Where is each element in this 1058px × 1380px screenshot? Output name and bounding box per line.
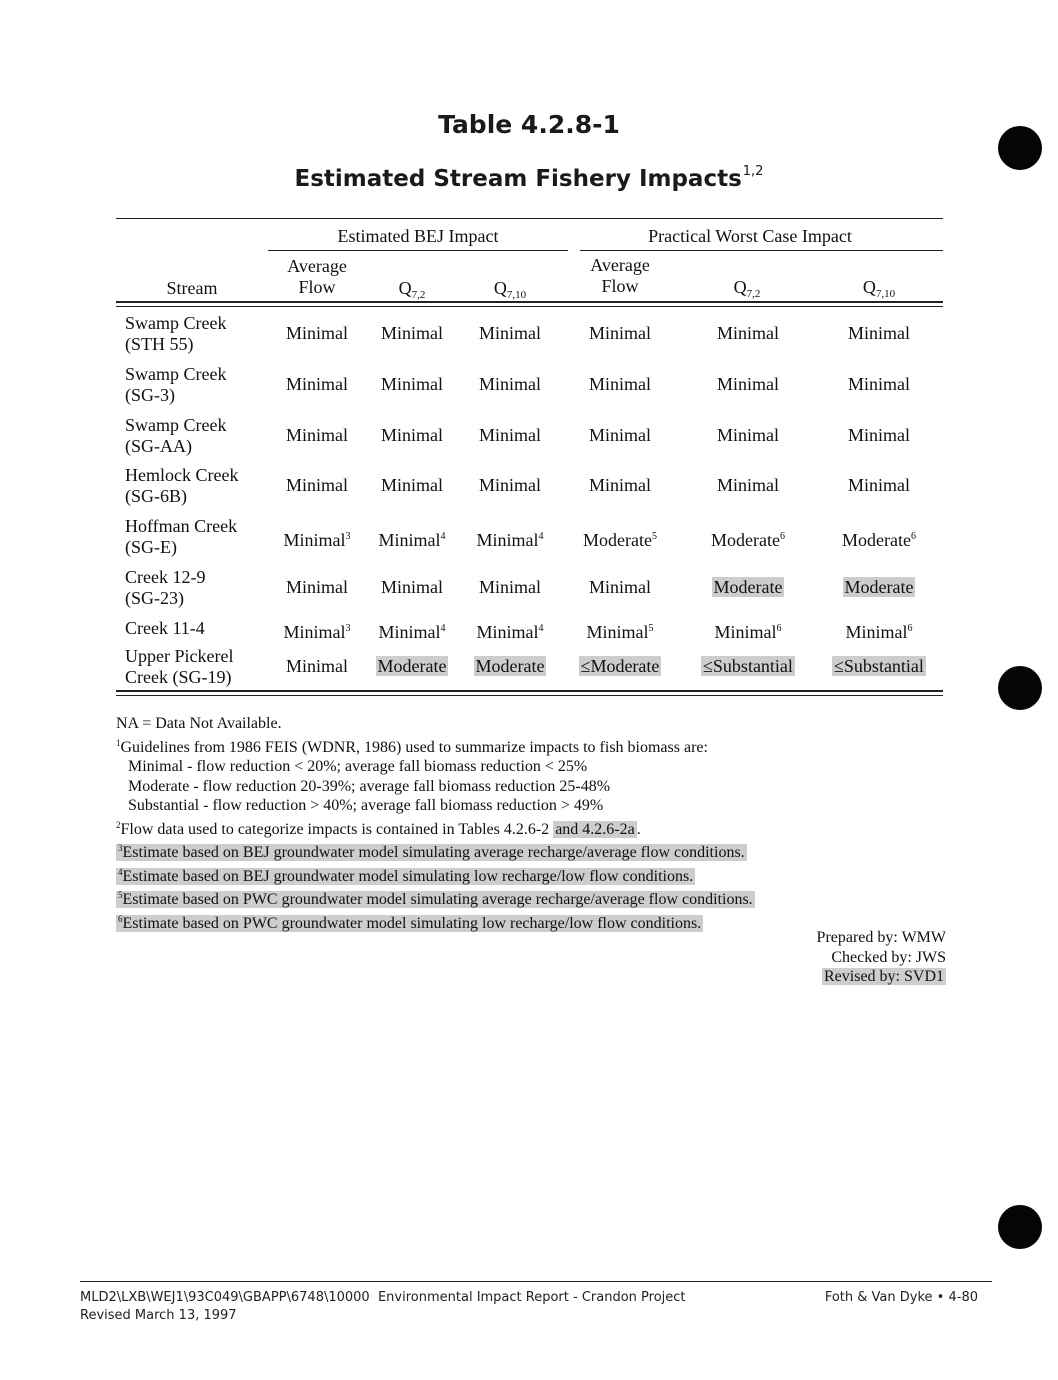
impact-cell xyxy=(809,323,949,344)
footer-bullet: • xyxy=(936,1290,945,1305)
impact-value: Minimal xyxy=(286,323,348,343)
impact-cell xyxy=(678,656,818,677)
impact-cell xyxy=(362,577,462,598)
footer-doc-title: Environmental Impact Report - Crandon Project xyxy=(377,1290,686,1305)
impact-value: Minimal xyxy=(378,622,441,642)
note-1-substantial: Substantial - flow reduction > 40%; average fall biomass reduction > 49% xyxy=(128,797,604,814)
footnote-ref: 4 xyxy=(538,623,544,634)
stream-name-line1: Swamp Creek xyxy=(125,364,227,384)
impact-cell xyxy=(678,577,818,598)
bej-q710-header: $Q_{7,10}$ xyxy=(493,278,527,301)
impact-value: Minimal xyxy=(848,425,910,445)
footer-line1 xyxy=(80,1289,686,1307)
pwc-group-header: Practical Worst Case Impact xyxy=(648,226,852,246)
impact-value: Minimal xyxy=(479,577,541,597)
checked-by: Checked by: JWS xyxy=(831,948,946,966)
impact-cell xyxy=(460,656,560,677)
impact-value: Minimal xyxy=(479,475,541,495)
impact-cell xyxy=(362,425,462,446)
stream-name xyxy=(125,364,226,406)
impact-value: Minimal xyxy=(848,323,910,343)
pwc-q710-header: $Q_{7,10}$ xyxy=(862,277,896,300)
impact-cell xyxy=(678,475,818,496)
impact-cell xyxy=(560,577,680,598)
impact-cell xyxy=(809,526,949,551)
stream-name-line2: (SG-6B) xyxy=(125,486,187,506)
stream-name xyxy=(125,567,205,609)
stream-name-line2: (SG-AA) xyxy=(125,436,192,456)
stream-name xyxy=(125,516,237,558)
impact-cell xyxy=(267,425,367,446)
impact-value: Minimal xyxy=(717,323,779,343)
note-2: $^2$Flow data used to categorize impacts is contained in Tables 4.2.6-2 and 4.2.6-2a . xyxy=(116,819,641,838)
footnote-ref: 4 xyxy=(538,531,544,542)
note-5: $^5$Estimate based on PWC groundwater model simulating average recharge/average flow conditions. xyxy=(118,890,753,908)
impact-cell xyxy=(267,323,367,344)
impact-cell xyxy=(267,374,367,395)
impact-value: Minimal xyxy=(381,374,443,394)
impact-cell xyxy=(809,475,949,496)
stream-name-line2: (SG-23) xyxy=(125,588,184,608)
table-notes xyxy=(116,714,755,933)
impact-cell xyxy=(460,618,560,643)
impact-value: Moderate xyxy=(377,656,447,676)
footer-path: MLD2\LXB\WEJ1\93C049\GBAPP\6748\10000 xyxy=(80,1290,370,1305)
pwc-group-rule xyxy=(580,250,943,251)
revised-by: Revised by: SVD1 xyxy=(824,968,944,985)
prepared-by-block xyxy=(817,928,946,987)
impact-value: Minimal xyxy=(479,323,541,343)
stream-column-header: Stream xyxy=(166,278,218,298)
footnote-ref: 4 xyxy=(440,623,446,634)
impact-value: Moderate xyxy=(842,530,911,550)
impact-cell xyxy=(678,323,818,344)
subtitle-text: Estimated Stream Fishery Impacts xyxy=(294,166,742,192)
footer-revised: Revised March 13, 1997 xyxy=(80,1308,237,1323)
binder-hole-bottom xyxy=(998,1205,1042,1249)
footer-firm: Foth & Van Dyke xyxy=(824,1290,933,1305)
impact-cell xyxy=(362,323,462,344)
stream-name xyxy=(125,415,226,457)
impact-value: Minimal xyxy=(286,475,348,495)
impact-value: Minimal xyxy=(848,475,910,495)
stream-name-line1: Hoffman Creek xyxy=(125,516,238,536)
impact-value: Minimal xyxy=(845,622,908,642)
impact-value: ≤Substantial xyxy=(834,656,924,676)
impact-value: Minimal xyxy=(479,425,541,445)
footer-right xyxy=(825,1289,978,1307)
impact-value: Minimal xyxy=(589,323,651,343)
impact-value: Minimal xyxy=(717,475,779,495)
avg-flow-line2: Flow xyxy=(601,276,639,296)
impact-value: Minimal xyxy=(381,577,443,597)
impact-value: Minimal xyxy=(589,577,651,597)
impact-value: Minimal xyxy=(586,622,649,642)
impact-value: Moderate xyxy=(475,656,545,676)
impact-cell xyxy=(560,323,680,344)
impact-cell xyxy=(809,618,949,643)
bej-group-header: Estimated BEJ Impact xyxy=(337,226,499,246)
stream-name xyxy=(125,465,238,507)
stream-name xyxy=(125,313,226,355)
stream-name-line1: Swamp Creek xyxy=(125,313,227,333)
impact-cell xyxy=(362,374,462,395)
note-1-minimal: Minimal - flow reduction < 20%; average fall biomass reduction < 25% xyxy=(128,758,588,775)
avg-flow-line1: Average xyxy=(287,256,347,276)
impact-value: Minimal xyxy=(848,374,910,394)
impact-value: Minimal xyxy=(589,475,651,495)
note-1-moderate: Moderate - flow reduction 20-39%; average fall biomass reduction 25-48% xyxy=(128,777,611,795)
impact-cell xyxy=(362,475,462,496)
impact-value: Minimal xyxy=(589,374,651,394)
footer-rule xyxy=(80,1281,992,1282)
impact-value: Minimal xyxy=(381,323,443,343)
impact-value: Minimal xyxy=(479,374,541,394)
note-3: $^3$Estimate based on BEJ groundwater model simulating average recharge/average flow conditions. xyxy=(118,843,745,861)
stream-name-line2: (SG-3) xyxy=(125,385,175,405)
footer-left xyxy=(80,1289,686,1325)
bottom-double-rule-1 xyxy=(116,690,943,692)
table-subtitle xyxy=(0,164,1058,192)
bottom-double-rule-2 xyxy=(116,695,943,696)
impact-value: Minimal xyxy=(283,530,346,550)
table-title: Table 4.2.8-1 xyxy=(438,110,620,139)
impact-value: Minimal xyxy=(381,425,443,445)
stream-name-line2: (STH 55) xyxy=(125,334,194,354)
stream-name-line2: Creek (SG-19) xyxy=(125,667,232,687)
impact-value: Minimal xyxy=(286,374,348,394)
impact-cell xyxy=(560,618,680,643)
impact-value: Minimal xyxy=(476,622,539,642)
bej-avg-flow-header xyxy=(271,256,363,298)
impact-cell xyxy=(460,374,560,395)
table-top-rule xyxy=(116,218,943,219)
stream-name-line1: Hemlock Creek xyxy=(125,465,239,485)
impact-cell xyxy=(267,577,367,598)
impact-cell xyxy=(678,425,818,446)
avg-flow-line2: Flow xyxy=(298,277,336,297)
impact-cell xyxy=(678,526,818,551)
impact-cell xyxy=(267,656,367,677)
impact-cell xyxy=(809,656,949,677)
footnote-ref: 6 xyxy=(776,623,782,634)
impact-cell xyxy=(460,475,560,496)
impact-cell xyxy=(267,475,367,496)
impact-value: Minimal xyxy=(283,622,346,642)
impact-cell xyxy=(678,618,818,643)
impact-cell xyxy=(460,323,560,344)
impact-cell xyxy=(362,656,462,677)
impact-value: Moderate xyxy=(711,530,780,550)
impact-value: Minimal xyxy=(286,425,348,445)
stream-name-line2: (SG-E) xyxy=(125,537,177,557)
footnote-ref: 6 xyxy=(779,531,785,542)
impact-cell xyxy=(809,577,949,598)
impact-value: Minimal xyxy=(589,425,651,445)
footnote-ref: 5 xyxy=(648,623,654,634)
pwc-avg-flow-header xyxy=(570,255,670,297)
bej-q72-header: $Q_{7,2}$ xyxy=(398,278,426,301)
note-6: $^6$Estimate based on PWC groundwater model simulating low recharge/low flow conditions. xyxy=(118,913,702,932)
footnote-ref: 3 xyxy=(345,623,351,634)
note-1: $^1$Guidelines from 1986 FEIS (WDNR, 1986) used to summarize impacts to fish biomass are: xyxy=(116,737,708,756)
footnote-ref: 3 xyxy=(345,531,351,542)
bej-group-rule xyxy=(268,250,568,251)
impact-cell xyxy=(460,425,560,446)
impact-cell xyxy=(267,618,367,643)
stream-name-line1: Swamp Creek xyxy=(125,415,227,435)
impact-value: Minimal xyxy=(476,530,539,550)
impact-value: Minimal xyxy=(286,577,348,597)
impact-value: Minimal xyxy=(717,374,779,394)
impact-cell xyxy=(809,374,949,395)
prepared-by: Prepared by: WMW xyxy=(816,929,946,946)
header-double-rule-2 xyxy=(116,306,943,307)
impact-value: Minimal xyxy=(286,656,348,676)
impact-value: Minimal xyxy=(714,622,777,642)
impact-cell xyxy=(362,618,462,643)
impact-cell xyxy=(460,526,560,551)
impact-value: Moderate xyxy=(713,577,783,597)
impact-cell xyxy=(460,577,560,598)
footnote-ref: 6 xyxy=(910,531,916,542)
footnote-ref: 6 xyxy=(907,623,913,634)
note-2-shaded: and 4.2.6-2a xyxy=(555,820,635,838)
note-4: $^4$Estimate based on BEJ groundwater model simulating low recharge/low flow conditions. xyxy=(118,866,694,885)
pwc-q72-header: $Q_{7,2}$ xyxy=(733,277,761,300)
impact-value: Minimal xyxy=(717,425,779,445)
avg-flow-line1: Average xyxy=(590,255,650,275)
binder-hole-middle xyxy=(998,666,1042,710)
stream-name xyxy=(125,618,205,639)
stream-name xyxy=(125,646,233,688)
impact-cell xyxy=(267,526,367,551)
stream-name-line1: Creek 11-4 xyxy=(125,618,205,638)
footnote-ref: 4 xyxy=(440,531,446,542)
impact-value: Minimal xyxy=(378,530,441,550)
footnote-ref: 5 xyxy=(651,531,657,542)
stream-name-line1: Creek 12-9 xyxy=(125,567,206,587)
impact-cell xyxy=(809,425,949,446)
impact-value: Moderate xyxy=(583,530,652,550)
footer-page-number: 4-80 xyxy=(948,1290,978,1305)
impact-value: ≤Substantial xyxy=(703,656,793,676)
impact-value: ≤Moderate xyxy=(580,656,660,676)
impact-cell xyxy=(560,475,680,496)
stream-name-line1: Upper Pickerel xyxy=(125,646,234,666)
subtitle-footnote-ref: 1,2 xyxy=(742,164,764,179)
note-na: NA = Data Not Available. xyxy=(116,715,282,732)
impact-cell xyxy=(560,425,680,446)
impact-value: Minimal xyxy=(381,475,443,495)
impact-cell xyxy=(560,526,680,551)
impact-cell xyxy=(362,526,462,551)
impact-value: Moderate xyxy=(844,577,914,597)
impact-cell xyxy=(560,656,680,677)
impact-cell xyxy=(560,374,680,395)
impact-cell xyxy=(678,374,818,395)
